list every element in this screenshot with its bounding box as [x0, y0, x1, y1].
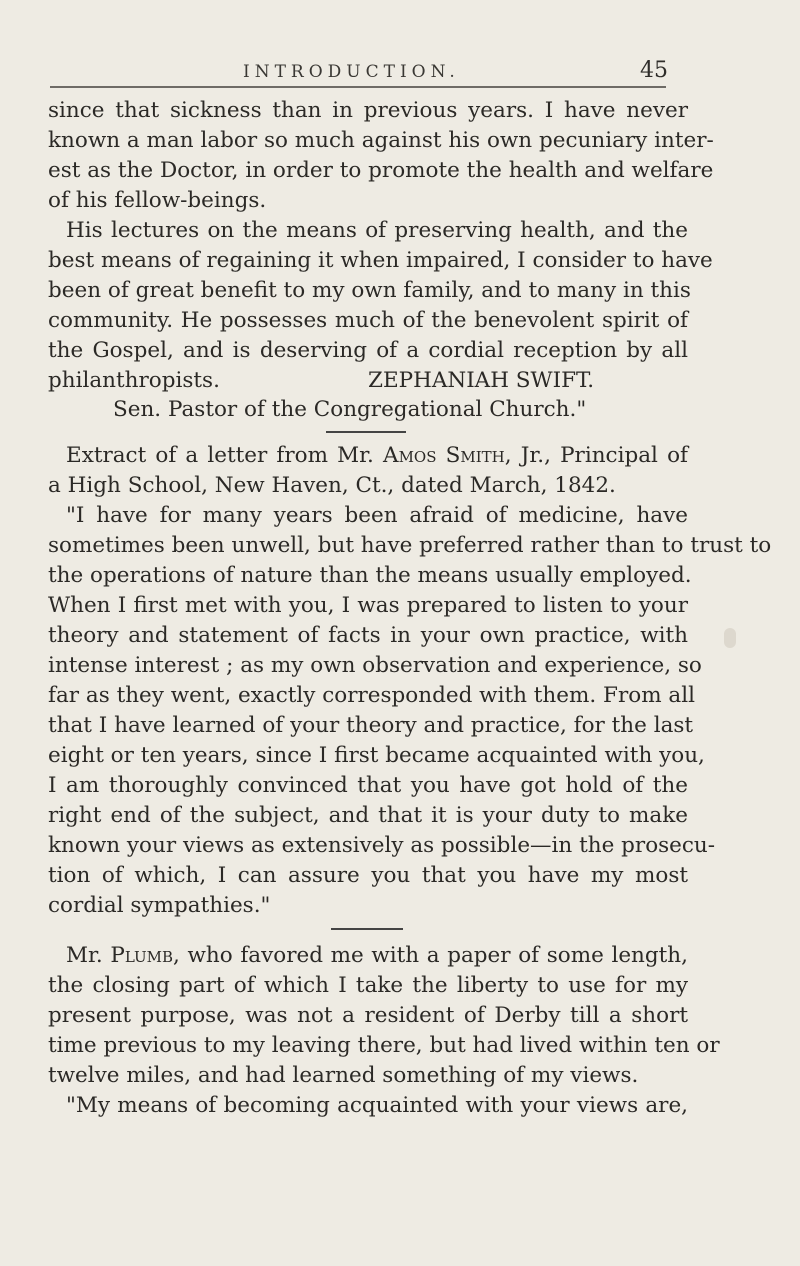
text-line: twelve miles, and had learned something of my views. — [48, 1063, 639, 1088]
text-line: When I first met with you, I was prepared to listen to your — [48, 593, 688, 618]
text-line: philanthropists. — [48, 368, 220, 393]
person-name: Amos Smith — [383, 443, 505, 468]
section-rule — [331, 928, 403, 930]
text-line: the operations of nature than the means usually employed. — [48, 563, 692, 588]
text-line: Extract of a letter from Mr. Amos Smith, Jr., Principal of — [66, 443, 688, 468]
text-line: His lectures on the means of preserving health, and the — [66, 218, 688, 243]
text-line: known your views as extensively as possible—in the prosecu- — [48, 833, 716, 858]
text-line: present purpose, was not a resident of Derby till a short — [48, 1003, 688, 1028]
text-line: of his fellow-beings. — [48, 188, 267, 213]
text-line: known a man labor so much against his own pecuniary inter- — [48, 128, 714, 153]
page-header — [0, 58, 800, 98]
text-line: cordial sympathies." — [48, 893, 271, 918]
signature-name: ZEPHANIAH SWIFT. — [368, 368, 595, 393]
text-line: right end of the subject, and that it is your duty to make — [48, 803, 688, 828]
text-line: sometimes been unwell, but have preferred rather than to trust to — [48, 533, 772, 558]
text-line: the Gospel, and is deserving of a cordial reception by all — [48, 338, 688, 363]
text-line: since that sickness than in previous years. I have never — [48, 98, 688, 123]
text-line: been of great benefit to my own family, and to many in this — [48, 278, 691, 303]
text-line: "My means of becoming acquainted with your views are, — [66, 1093, 688, 1118]
signature-title: Sen. Pastor of the Congregational Church." — [113, 397, 587, 422]
text-line: far as they went, exactly corresponded with them. From all — [48, 683, 695, 708]
text-line: est as the Doctor, in order to promote the health and welfare — [48, 158, 714, 183]
paper-stain — [724, 628, 736, 648]
text-line: Mr. Plumb, who favored me with a paper of some length, — [66, 943, 688, 968]
text-line: I am thoroughly convinced that you have got hold of the — [48, 773, 688, 798]
running-title: INTRODUCTION. — [243, 62, 460, 82]
text-line: intense interest ; as my own observation and experience, so — [48, 653, 702, 678]
page-number: 45 — [640, 58, 668, 83]
section-rule — [326, 431, 406, 433]
text-line: best means of regaining it when impaired, I consider to have — [48, 248, 713, 273]
text-line: that I have learned of your theory and practice, for the last — [48, 713, 694, 738]
text-line: tion of which, I can assure you that you have my most — [48, 863, 688, 888]
text-line: community. He possesses much of the benevolent spirit of — [48, 308, 688, 333]
text-line: a High School, New Haven, Ct., dated March, 1842. — [48, 473, 616, 498]
header-rule — [50, 86, 666, 88]
text-line: "I have for many years been afraid of medicine, have — [66, 503, 688, 528]
text-line: theory and statement of facts in your own practice, with — [48, 623, 688, 648]
text-line: time previous to my leaving there, but had lived within ten or — [48, 1033, 720, 1058]
text-line: eight or ten years, since I first became acquainted with you, — [48, 743, 705, 768]
text-line: the closing part of which I take the liberty to use for my — [48, 973, 688, 998]
person-name: Plumb — [110, 943, 174, 968]
